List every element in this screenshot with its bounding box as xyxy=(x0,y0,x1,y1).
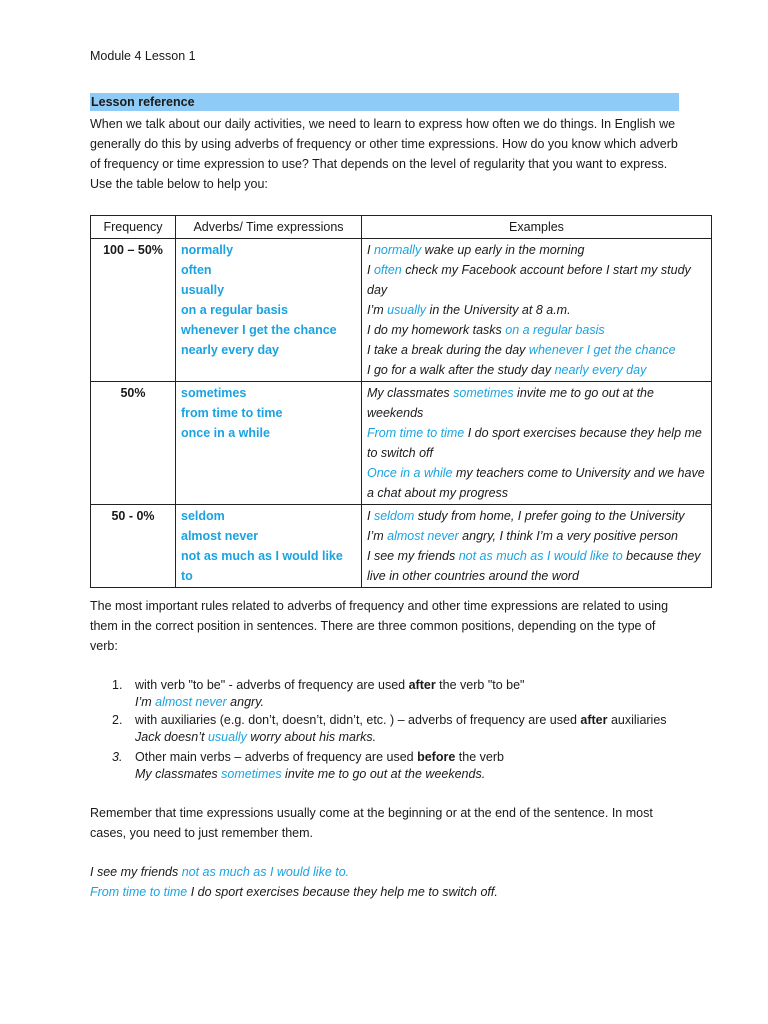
example-sentence xyxy=(367,546,706,586)
example-text: invite me to go out at the weekends. xyxy=(281,767,486,781)
final-example-sentence xyxy=(90,882,498,902)
rule-text-part: the verb "to be" xyxy=(435,678,525,692)
adverb-item: once in a while xyxy=(181,426,270,440)
example-text: because they live in other countries around the word xyxy=(367,549,701,583)
header-adverbs: Adverbs/ Time expressions xyxy=(176,216,362,239)
example-text: I do my homework tasks xyxy=(367,323,506,337)
adverb-item: on a regular basis xyxy=(181,303,288,317)
rule-text-part: the verb xyxy=(455,750,504,764)
rule-number: 3. xyxy=(112,750,123,764)
example-adverb: seldom xyxy=(373,509,415,523)
example-sentence xyxy=(367,360,706,380)
example-sentence xyxy=(367,383,706,423)
example-adverb: Once in a while xyxy=(367,466,453,480)
example-text: invite me to go out at the weekends xyxy=(367,386,654,420)
example-text: in the University at 8 a.m. xyxy=(426,303,571,317)
example-sentence xyxy=(367,526,706,546)
rule-text-part: with verb "to be" - adverbs of frequency are used xyxy=(135,678,409,692)
example-text: I see my friends xyxy=(367,549,459,563)
example-sentence xyxy=(367,423,706,463)
frequency-cell: 50 - 0% xyxy=(91,505,176,588)
example-adverb: nearly every day xyxy=(554,363,647,377)
rule-number: 2. xyxy=(112,713,123,727)
example-adverb: sometimes xyxy=(453,386,514,400)
final-example-sentence xyxy=(90,862,349,882)
lesson-reference-heading: Lesson reference xyxy=(90,93,679,111)
example-adverb: not as much as I would like to xyxy=(458,549,623,563)
rule-example xyxy=(135,766,715,783)
example-adverb: usually xyxy=(387,303,427,317)
rule-number: 1. xyxy=(112,678,123,692)
example-sentence xyxy=(367,240,706,260)
rule-body xyxy=(135,712,715,746)
example-adverb: almost never xyxy=(387,529,459,543)
frequency-cell: 100 – 50% xyxy=(91,239,176,382)
adverb-item: not as much as I would like to xyxy=(181,549,343,583)
example-text: I do sport exercises because they help me to switch off xyxy=(367,426,702,460)
rule-text-part: auxiliaries xyxy=(607,713,667,727)
example-text: worry about his marks. xyxy=(246,730,377,744)
table-row xyxy=(91,505,712,588)
adverb-item: whenever I get the chance xyxy=(181,323,337,337)
example-text: My classmates xyxy=(367,386,454,400)
table-body xyxy=(91,239,712,588)
intro-paragraph: When we talk about our daily activities, we need to learn to express how often we do things. In English we generally do this by using adverbs of frequency or other time expressions. How do you know which adverb of frequency or time expression to use? That depends on the level of regularity that you want to express. Use the table below to help you: xyxy=(90,117,678,191)
example-text: Jack doesn’t xyxy=(135,730,208,744)
rule-example xyxy=(135,694,715,711)
example-adverb: not as much as I would like to. xyxy=(181,865,350,879)
example-text: My classmates xyxy=(135,767,222,781)
example-adverb: sometimes xyxy=(221,767,282,781)
rule-body xyxy=(135,749,715,783)
adverb-item: nearly every day xyxy=(181,343,279,357)
example-sentence xyxy=(367,260,706,300)
example-text: I do sport exercises because they help me to switch off. xyxy=(187,885,498,899)
example-adverb: normally xyxy=(373,243,422,257)
adverb-item: from time to time xyxy=(181,406,283,420)
example-text: I’m xyxy=(367,529,388,543)
example-adverb: often xyxy=(373,263,402,277)
rule-text xyxy=(135,749,715,766)
example-text: angry, I think I’m a very positive person xyxy=(458,529,679,543)
table-row xyxy=(91,239,712,382)
header-frequency: Frequency xyxy=(91,216,176,239)
header-examples: Examples xyxy=(362,216,712,239)
rule-body xyxy=(135,677,715,711)
adverb-item: almost never xyxy=(181,529,259,543)
example-text: wake up early in the morning xyxy=(421,243,585,257)
rule-keyword: after xyxy=(580,713,608,727)
example-text: study from home, I prefer going to the University xyxy=(414,509,685,523)
example-sentence xyxy=(367,300,706,320)
adverb-item: normally xyxy=(181,243,234,257)
frequency-cell: 50% xyxy=(91,382,176,505)
adverb-item: sometimes xyxy=(181,386,247,400)
example-sentence xyxy=(367,320,706,340)
frequency-table xyxy=(90,215,712,588)
examples-cell xyxy=(362,382,712,505)
example-adverb: From time to time xyxy=(90,885,188,899)
example-text: I take a break during the day xyxy=(367,343,529,357)
example-sentence xyxy=(367,506,706,526)
example-text: I xyxy=(367,509,374,523)
example-sentence xyxy=(367,463,706,503)
adverb-item: seldom xyxy=(181,509,225,523)
example-text: I’m xyxy=(135,695,156,709)
examples-cell xyxy=(362,505,712,588)
example-text: I xyxy=(367,243,374,257)
example-text: my teachers come to University and we have a chat about my progress xyxy=(367,466,705,500)
adverbs-cell xyxy=(176,505,362,588)
example-adverb: whenever I get the chance xyxy=(528,343,676,357)
example-text: check my Facebook account before I start my study day xyxy=(367,263,691,297)
adverbs-cell xyxy=(176,382,362,505)
adverb-item: usually xyxy=(181,283,225,297)
examples-cell xyxy=(362,239,712,382)
table-row xyxy=(91,382,712,505)
example-adverb: From time to time xyxy=(367,426,465,440)
module-title: Module 4 Lesson 1 xyxy=(90,49,196,63)
rules-intro-paragraph: The most important rules related to adverbs of frequency and other time expressions are related to using them in the correct position in sentences. There are three common positions, depending on the type of verb: xyxy=(90,599,669,653)
adverb-item: often xyxy=(181,263,212,277)
example-adverb: on a regular basis xyxy=(505,323,605,337)
example-text: angry. xyxy=(226,695,264,709)
rule-text-part: Other main verbs – adverbs of frequency are used xyxy=(135,750,418,764)
example-adverb: usually xyxy=(207,730,247,744)
rule-keyword: after xyxy=(408,678,436,692)
example-sentence xyxy=(367,340,706,360)
example-text: I see my friends xyxy=(90,865,182,879)
table-header-row xyxy=(91,216,712,239)
example-text: I xyxy=(367,263,374,277)
rule-keyword: before xyxy=(417,750,456,764)
rule-text xyxy=(135,712,715,729)
rule-example xyxy=(135,729,715,746)
example-text: I’m xyxy=(367,303,388,317)
example-text: I go for a walk after the study day xyxy=(367,363,555,377)
rule-text-part: with auxiliaries (e.g. don’t, doesn’t, didn’t, etc. ) – adverbs of frequency are used xyxy=(135,713,581,727)
remember-paragraph: Remember that time expressions usually come at the beginning or at the end of the sentence. In most cases, you need to just remember them. xyxy=(90,806,653,840)
adverbs-cell xyxy=(176,239,362,382)
example-adverb: almost never xyxy=(155,695,227,709)
rule-text xyxy=(135,677,715,694)
